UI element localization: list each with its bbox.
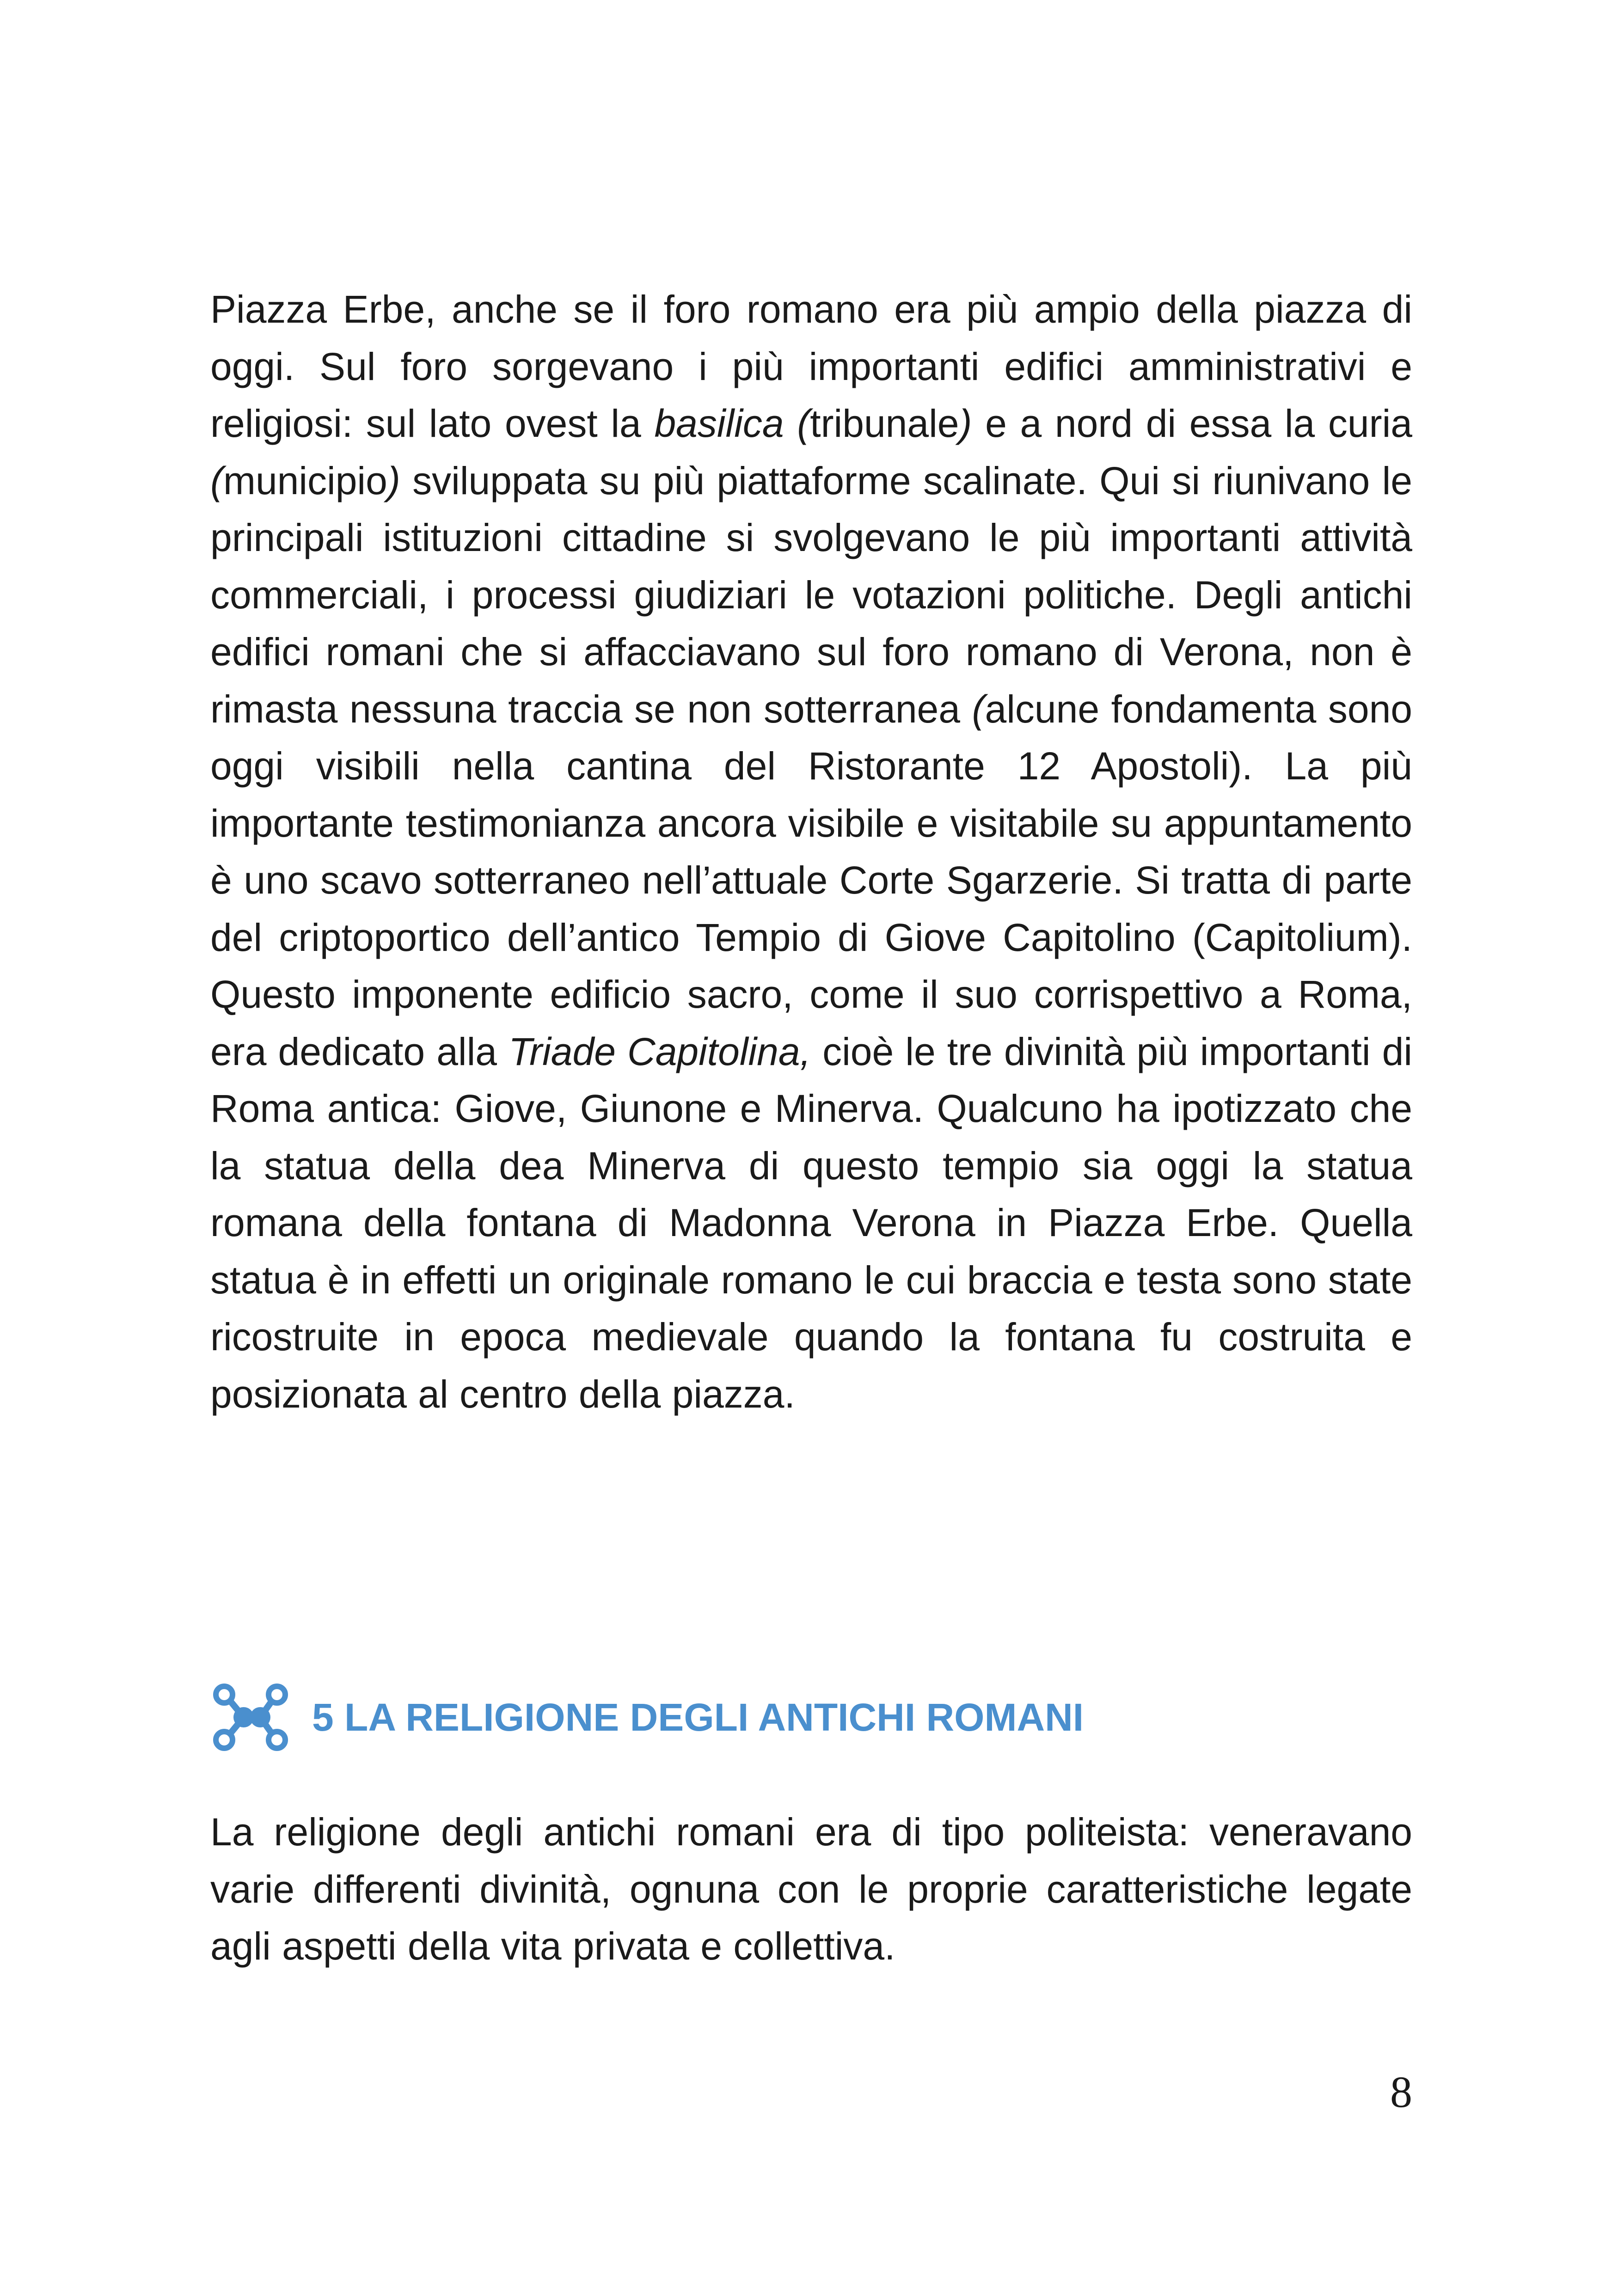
italic-text-run: ) — [387, 459, 400, 502]
italic-text-run: Triade Capitolina, — [509, 1029, 811, 1073]
italic-text-run: ) — [959, 402, 972, 445]
text-run: sviluppata su più piattaforme scalinate. Qui si riunivano le principali istituzioni cittadine si svolgevano le più importanti attività commerciali, i processi giudiziari le votazioni politiche. Degli antichi edifici romani che si affacciavano sul foro romano di Verona, non è rimasta nessuna traccia se non sotterranea — [210, 459, 1412, 731]
text-run: cioè le tre divinità più importanti di Roma antica: Giove, Giunone e Minerva. Qualcuno ha ipotizzato che la statua della dea Minerva di questo tempio sia oggi la statua romana della fontana di Madonna Verona in Piazza Erbe. Quella statua è in effetti un originale romano le cui braccia e testa sono state ricostruite in epoca medievale quando la fontana fu costruita e posizionata al centro della piazza. — [210, 1029, 1412, 1416]
italic-text-run: basilica ( — [654, 402, 810, 445]
text-run: La religione degli antichi romani era di tipo politeista: veneravano varie differenti divinità, ognuna con le proprie caratteristiche legate agli aspetti della vita privata e collettiva. — [210, 1810, 1412, 1968]
text-run: tribunale — [810, 402, 959, 445]
page-number: 8 — [1390, 2067, 1412, 2117]
italic-text-run: ( — [972, 687, 985, 731]
section-heading — [210, 1683, 1084, 1752]
italic-text-run: ( — [210, 459, 223, 502]
body-paragraph — [210, 281, 1412, 1423]
text-run: Piazza Erbe, anche se il foro romano era più ampio della piazza di oggi. Sul foro sorgevano i più importanti edifici amministrativi e religiosi: sul lato ovest la — [210, 288, 1412, 445]
text-run: alcune fondamenta sono oggi visibili nella cantina del Ristorante 12 Apostoli). La più importante testimonianza ancora visibile e visitabile su appuntamento è uno scavo sotterraneo nell’attuale Corte Sgarzerie. Si tratta di parte del criptoportico dell’antico Tempio di Giove Capitolino (Capitolium). Questo imponente edificio sacro, come il suo corrispettivo a Roma, era dedicato alla — [210, 687, 1413, 1073]
text-run: municipio — [223, 459, 387, 502]
section-title: 5 LA RELIGIONE DEGLI ANTICHI ROMANI — [312, 1695, 1084, 1739]
molecule-network-icon — [210, 1683, 289, 1752]
body-paragraph — [210, 1804, 1412, 1975]
text-run: e a nord di essa la curia — [972, 402, 1412, 445]
